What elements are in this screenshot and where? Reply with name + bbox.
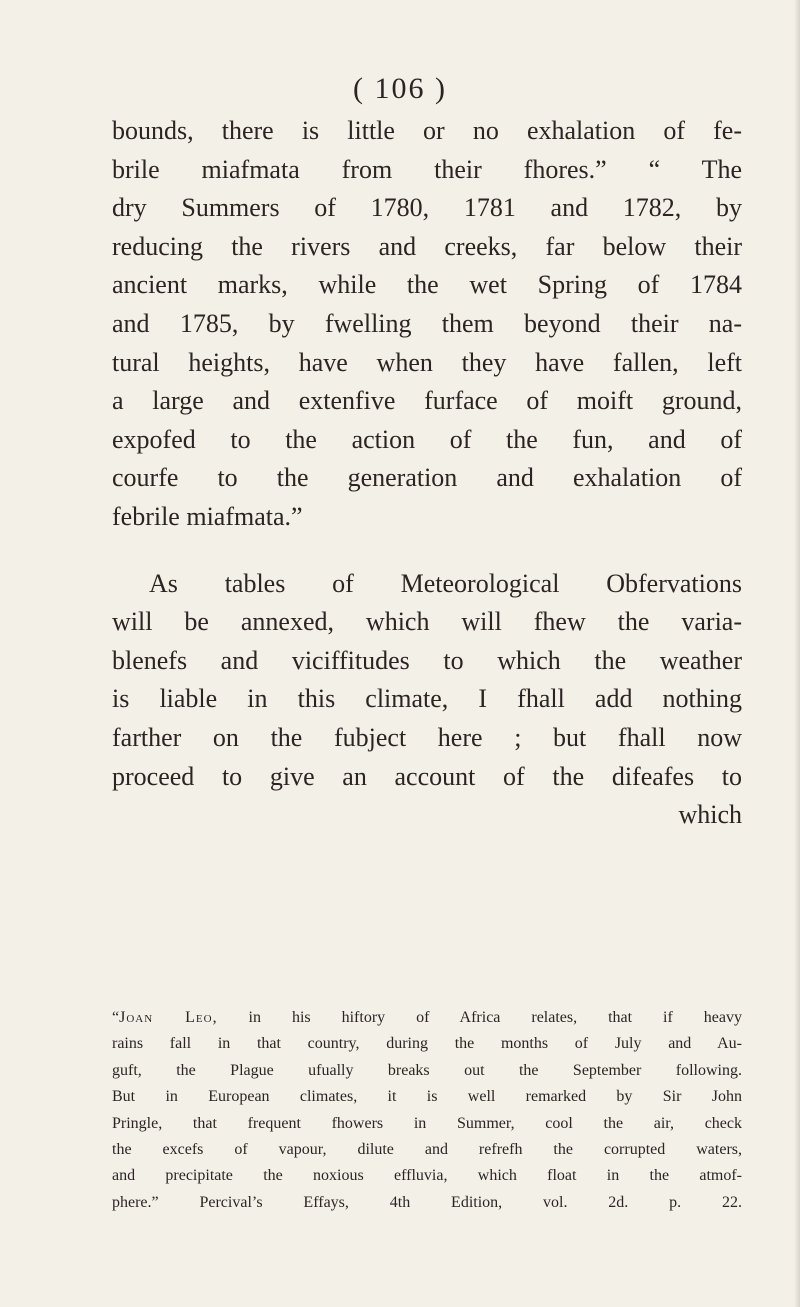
footnote-author: Joan Leo, [119, 1009, 218, 1026]
text-line: tural heights, have when they have fallen, left [112, 347, 742, 377]
text-line: brile miafmata from their fhores.” “ The [112, 154, 742, 184]
footnote-line: Pringle, that frequent fhowers in Summer, cool the air, check [112, 1114, 742, 1132]
paragraph-gap [112, 537, 742, 565]
text-line: is liable in this climate, I fhall add nothing [112, 684, 742, 714]
text-line: febrile miafmata.” [112, 501, 303, 531]
catchword: which [678, 800, 742, 830]
text-line: As tables of Meteorological Obfervations [149, 568, 742, 598]
page-number: ( 106 ) [353, 72, 447, 105]
text-line: dry Summers of 1780, 1781 and 1782, by [112, 193, 742, 223]
footnote-line: phere.” Percival’s Effays, 4th Edition, vol. 2d. p. 22. [112, 1193, 742, 1211]
text-line: reducing the rivers and creeks, far below their [112, 231, 742, 261]
text-line: bounds, there is little or no exhalation of fe- [112, 116, 742, 145]
footnote-text: in his hiftory of Africa relates, that if heavy [217, 1009, 742, 1026]
footnote-line: the excefs of vapour, dilute and refrefh the corrupted waters, [112, 1141, 742, 1159]
text-line: expofed to the action of the fun, and of [112, 424, 742, 454]
footnote-line: rains fall in that country, during the months of July and Au- [112, 1035, 742, 1053]
text-line: ancient marks, while the wet Spring of 1784 [112, 270, 742, 300]
text-line: and 1785, by fwelling them beyond their na- [112, 308, 742, 338]
main-text [112, 112, 742, 835]
text-line: blenefs and viciffitudes to which the weather [112, 645, 742, 675]
footnote-open-quote: “ [112, 1009, 120, 1026]
footnote [112, 1005, 742, 1216]
page-edge [794, 0, 800, 1307]
footnote-line: But in European climates, it is well remarked by Sir John [112, 1088, 742, 1106]
text-line: will be annexed, which will fhew the varia- [112, 607, 742, 637]
footnote-line: guft, the Plague ufually breaks out the September following. [112, 1061, 742, 1079]
footnote-line: and precipitate the noxious effluvia, which float in the atmof- [112, 1167, 742, 1185]
text-line: courfe to the generation and exhalation of [112, 463, 742, 493]
text-line: a large and extenfive furface of moift ground, [112, 386, 742, 416]
text-line: farther on the fubject here ; but fhall now [112, 722, 742, 752]
text-line: proceed to give an account of the difeafes to [112, 761, 742, 791]
footnote-line-first [112, 1005, 742, 1031]
